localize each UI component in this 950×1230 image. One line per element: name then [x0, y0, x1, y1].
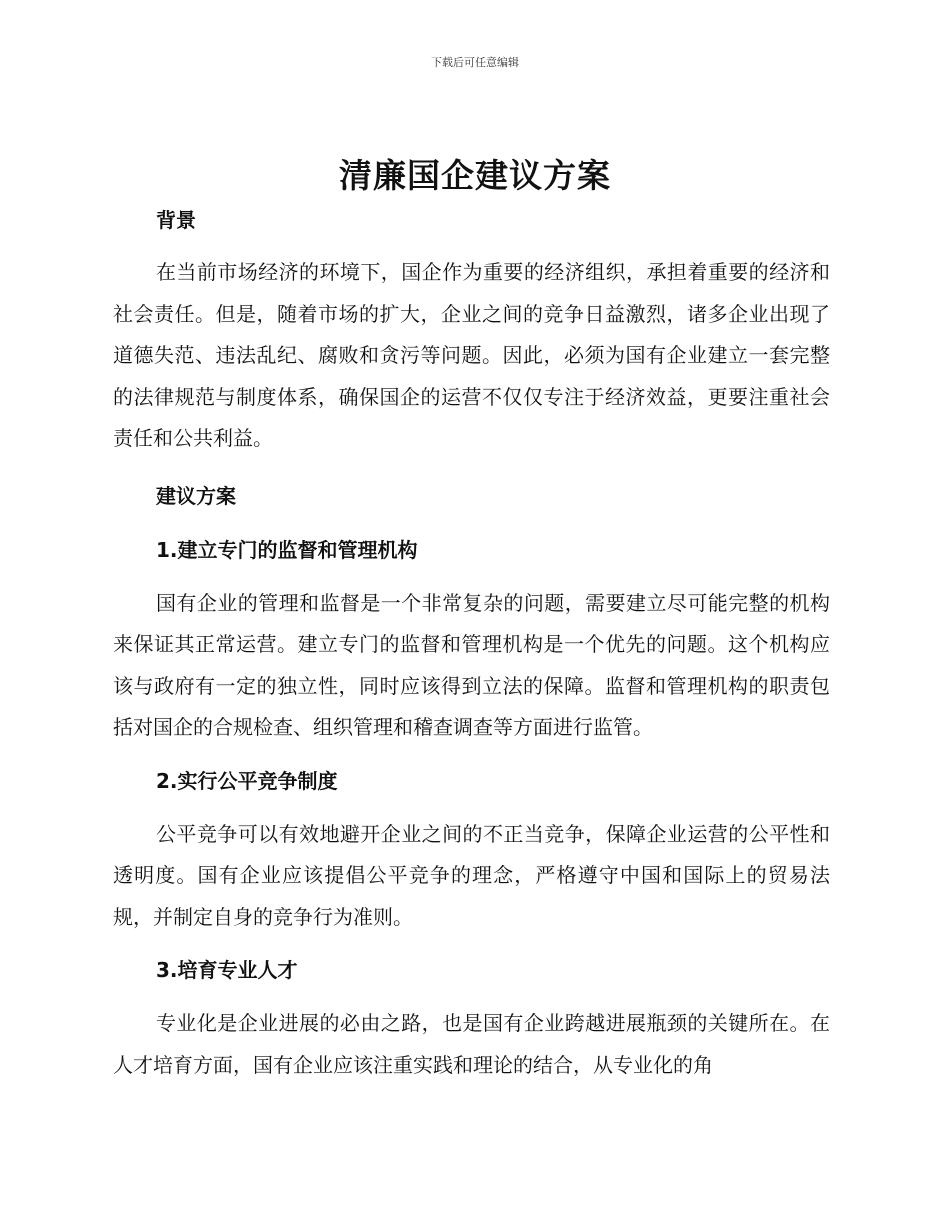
paragraph-item-3: 专业化是企业进展的必由之路，也是国有企业跨越进展瓶颈的关键所在。在人才培育方面，国有企业应该注重实践和理论的结合，从专业化的角 [113, 1011, 830, 1077]
document-title: 清廉国企建议方案 [339, 156, 611, 195]
paragraph-item-2: 公平竞争可以有效地避开企业之间的不正当竞争，保障企业运营的公平性和透明度。国有企业应该提倡公平竞争的理念，严格遵守中国和国际上的贸易法规，并制定自身的竞争行为准则。 [113, 821, 830, 929]
header-note: 下载后可任意编辑 [431, 56, 519, 69]
section-heading-background: 背景 [156, 208, 196, 232]
subsection-heading-1: 1.建立专门的监督和管理机构 [156, 537, 418, 562]
section-heading-plan: 建议方案 [156, 483, 236, 508]
subsection-heading-2: 2.实行公平竞争制度 [156, 768, 338, 793]
document-body [113, 200, 830, 1086]
paragraph-background: 在当前市场经济的环境下，国企作为重要的经济组织，承担着重要的经济和社会责任。但是，随着市场的扩大，企业之间的竞争日益激烈，诸多企业出现了道德失范、违法乱纪、腐败和贪污等问题。因此，必须为国有企业建立一套完整的法律规范与制度体系，确保国企的运营不仅仅专注于经济效益，更要注重社会责任和公共利益。 [113, 260, 830, 450]
paragraph-item-1: 国有企业的管理和监督是一个非常复杂的问题，需要建立尽可能完整的机构来保证其正常运营。建立专门的监督和管理机构是一个优先的问题。这个机构应该与政府有一定的独立性，同时应该得到立法的保障。监督和管理机构的职责包括对国企的合规检查、组织管理和稽查调查等方面进行监管。 [113, 590, 830, 739]
subsection-heading-3: 3.培育专业人才 [156, 958, 298, 982]
